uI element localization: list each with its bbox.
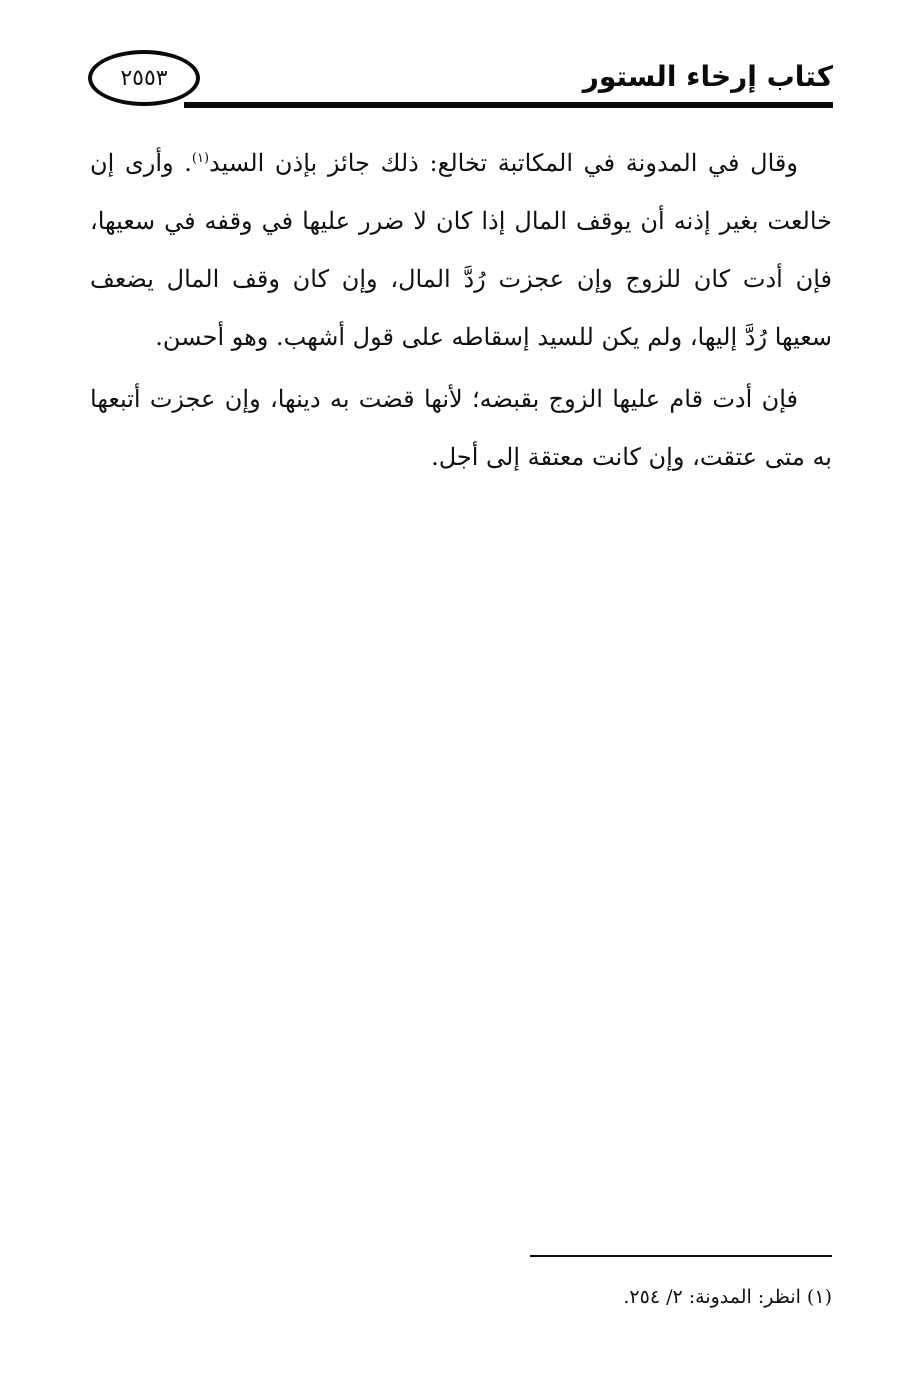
footnote-1: (١) انظر: المدونة: ٢/ ٢٥٤. xyxy=(623,1286,832,1308)
page-header xyxy=(88,48,833,110)
paragraph-1-text-b: . وأرى إن خالعت بغير إذنه أن يوقف المال إذا كان لا ضرر عليها في وقفه في سعيها، فإن أدت كان للزوج وإن عجزت رُدَّ المال، وإن كان وقف المال يضعف سعيها رُدَّ إليها، ولم يكن للسيد إسقاطه على قول أشهب. وهو أحسن. xyxy=(90,149,832,351)
footnote-reference: (١) xyxy=(191,151,210,166)
paragraph-2: فإن أدت قام عليها الزوج بقبضه؛ لأنها قضت به دينها، وإن عجزت أتبعها به متى عتقت، وإن كانت معتقة إلى أجل. xyxy=(90,385,832,471)
page-number-oval xyxy=(88,50,200,106)
header-title: كتاب إرخاء الستور xyxy=(582,60,833,93)
header-rule xyxy=(184,102,833,108)
body-text xyxy=(90,134,832,490)
footnote-separator xyxy=(530,1255,832,1257)
paragraph-1-text-a: وقال في المدونة في المكاتبة تخالع: ذلك جائز بإذن السيد xyxy=(209,149,798,177)
page-number: ٢٥٥٣ xyxy=(120,65,168,91)
paragraph-1 xyxy=(90,134,832,366)
